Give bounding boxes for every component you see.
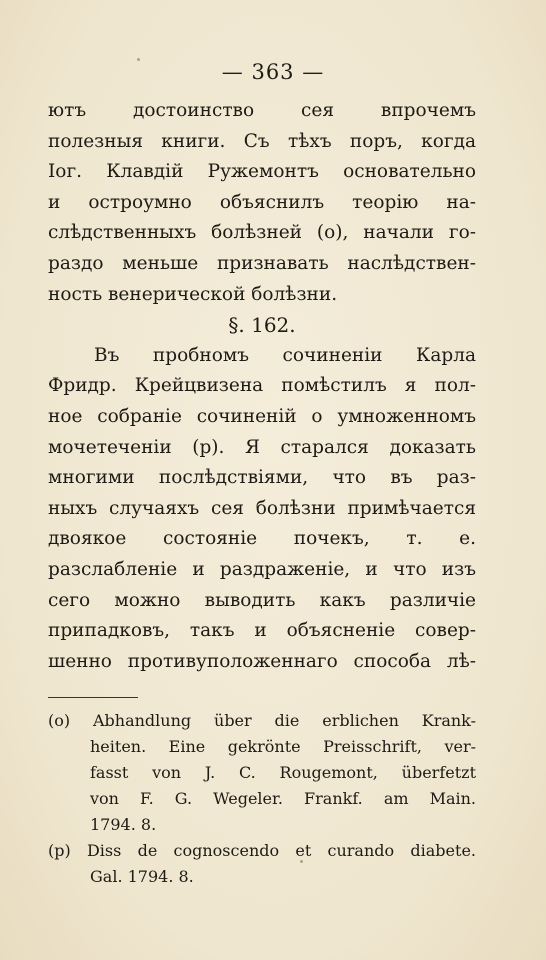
text-line: ное собраніе сочиненій о умноженномъ [48, 405, 476, 427]
text-line: Въ пробномъ сочиненіи Карла [94, 344, 476, 366]
text-line: многими послѣдствіями, что въ раз- [48, 467, 476, 489]
footnote-divider [48, 697, 138, 698]
text-line: двоякое состояніе почекъ, т. е. [48, 528, 476, 550]
text-line: Фридр. Крейцвизена помѣстилъ я пол- [48, 375, 476, 397]
text-line: шенно противуположеннаго способа лѣ- [48, 650, 476, 672]
footnote-o-line: (o) Abhandlung über die erblichen Krank- [48, 711, 476, 730]
footnote-p-line: (p) Diss de cognoscendo et curando diabete. [48, 841, 476, 860]
text-line: ныхъ случаяхъ сея болѣзни примѣчается [48, 497, 476, 519]
footnote-o-line: fasst von J. C. Rougemont, überfetzt [90, 763, 476, 782]
text-line: и остроумно объяснилъ теорію на- [48, 191, 476, 213]
footnote-p-line: Gal. 1794. 8. [90, 867, 194, 886]
text-line: разслабленіе и раздраженіе, и что изъ [48, 558, 476, 580]
text-line: полезныя книги. Съ тѣхъ поръ, когда [48, 130, 476, 152]
text-line: сего можно выводить какъ различіе [48, 589, 476, 611]
text-line: Іог. Клавдій Ружемонтъ основательно [48, 161, 476, 183]
footnote-o-line: 1794. 8. [90, 815, 157, 834]
footnote-o-line: heiten. Eine gekrönte Preisschrift, ver- [90, 737, 476, 756]
text-line: ютъ достоинство сея впрочемъ [48, 100, 476, 121]
paper-speck [137, 58, 140, 61]
page-number: — 363 — [221, 60, 325, 84]
main-text [48, 96, 476, 677]
footnote-o-line: von F. G. Wegeler. Frankf. am Main. [90, 789, 476, 808]
section-heading: §. 162. [228, 313, 296, 338]
text-line: припадковъ, такъ и объясненіе совер- [48, 620, 476, 642]
paper-speck [300, 860, 303, 863]
text-line: раздо меньше признавать наслѣдствен- [48, 252, 476, 274]
text-line: ность венерической болѣзни. [48, 283, 338, 305]
text-line: мочетеченіи (р). Я старался доказать [48, 436, 476, 458]
text-line: слѣдственныхъ болѣзней (о), начали го- [48, 222, 476, 244]
footnotes [48, 708, 476, 890]
